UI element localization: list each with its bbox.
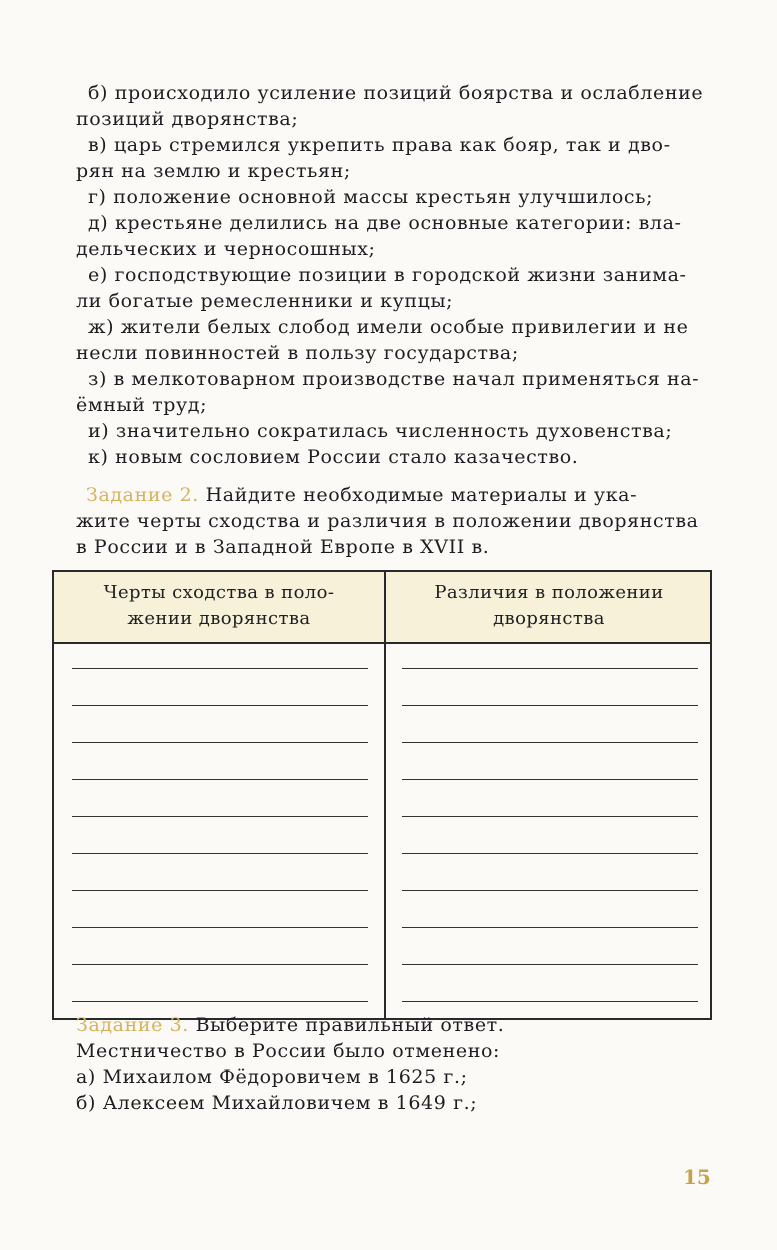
answer-option-line1: в) царь стремился укрепить права как бояр, так и дво-: [88, 134, 671, 156]
task-3-label: Задание 3.: [76, 1014, 189, 1036]
writing-line-right[interactable]: [402, 779, 698, 780]
answer-option: [76, 262, 721, 314]
writing-line-right[interactable]: [402, 668, 698, 669]
answer-option-line2: несли повинностей в пользу государства;: [76, 342, 519, 364]
writing-line-right[interactable]: [402, 890, 698, 891]
task-2-line2: жите черты сходства и различия в положении дворянства: [76, 510, 699, 532]
answer-option: [76, 132, 721, 184]
writing-line-right[interactable]: [402, 742, 698, 743]
answer-option-line2: позиций дворянства;: [76, 108, 299, 130]
writing-line-right[interactable]: [402, 816, 698, 817]
writing-line-left[interactable]: [72, 816, 368, 817]
writing-line-left[interactable]: [72, 964, 368, 965]
answer-option-line1: и) значительно сократилась численность духовенства;: [88, 420, 673, 442]
task-2-line3: в России и в Западной Европе в XVII в.: [76, 536, 490, 558]
task-3-option-b: б) Алексеем Михайловичем в 1649 г.;: [76, 1092, 478, 1114]
answer-option-line1: е) господствующие позиции в городской жизни занима-: [88, 264, 687, 286]
col1-header: Черты сходства в поло- жении дворянства: [103, 582, 335, 629]
answer-option-line1: г) положение основной массы крестьян улучшилось;: [88, 186, 654, 208]
writing-line-right[interactable]: [402, 1001, 698, 1002]
answer-option: [76, 210, 721, 262]
task-3-text: Выберите правильный ответ.: [188, 1014, 505, 1036]
answer-option-line2: ли богатые ремесленники и купцы;: [76, 290, 454, 312]
answer-option-line2: ёмный труд;: [76, 394, 208, 416]
writing-line-left[interactable]: [72, 890, 368, 891]
writing-line-left[interactable]: [72, 668, 368, 669]
answer-options-list: [76, 80, 721, 470]
writing-line-left[interactable]: [72, 779, 368, 780]
task-3: [76, 1012, 721, 1116]
answer-option-line1: з) в мелкотоварном производстве начал применяться на-: [88, 368, 700, 390]
writing-line-left[interactable]: [72, 705, 368, 706]
answer-option: [76, 80, 721, 132]
answer-option: [76, 314, 721, 366]
writing-line-right[interactable]: [402, 964, 698, 965]
answer-option: [76, 184, 721, 210]
writing-line-right[interactable]: [402, 705, 698, 706]
writing-line-right[interactable]: [402, 853, 698, 854]
comparison-table: [52, 570, 712, 1020]
answer-option-line1: к) новым сословием России стало казачество.: [88, 446, 579, 468]
answer-option-line2: рян на землю и крестьян;: [76, 160, 351, 182]
answer-option: [76, 444, 721, 470]
page-number: 15: [683, 1165, 711, 1189]
answer-option: [76, 418, 721, 444]
column-divider: [384, 572, 386, 1018]
writing-line-right[interactable]: [402, 927, 698, 928]
answer-option-line1: д) крестьяне делились на две основные категории: вла-: [88, 212, 682, 234]
answer-option-line1: б) происходило усиление позиций боярства и ослабление: [88, 82, 704, 104]
answer-option-line2: дельческих и черносошных;: [76, 238, 376, 260]
writing-line-left[interactable]: [72, 853, 368, 854]
task-3-option-a: а) Михаилом Фёдоровичем в 1625 г.;: [76, 1066, 468, 1088]
writing-line-left[interactable]: [72, 927, 368, 928]
task-2-label: Задание 2.: [86, 484, 199, 506]
task-2-line1: Найдите необходимые материалы и ука-: [198, 484, 638, 506]
task-3-question: Местничество в России было отменено:: [76, 1040, 501, 1062]
writing-line-left[interactable]: [72, 742, 368, 743]
writing-line-left[interactable]: [72, 1001, 368, 1002]
task-2: [76, 482, 721, 560]
col2-header: Различия в положении дворянства: [434, 582, 664, 629]
answer-option: [76, 366, 721, 418]
answer-option-line1: ж) жители белых слобод имели особые привилегии и не: [88, 316, 689, 338]
